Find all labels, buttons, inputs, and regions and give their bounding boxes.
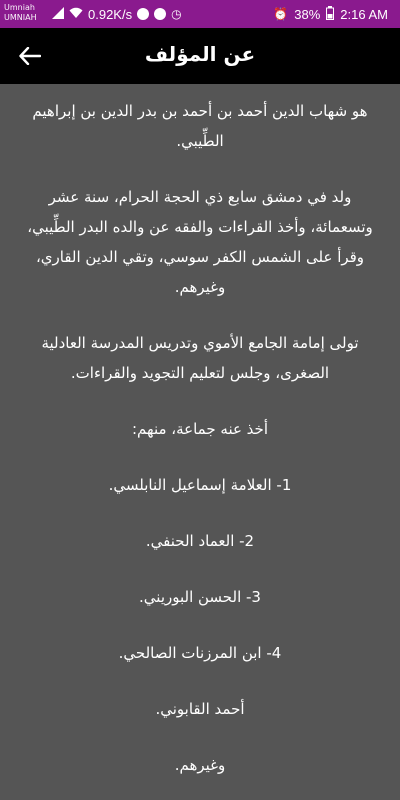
status-left	[52, 6, 182, 22]
battery-percent: 38%	[294, 6, 321, 22]
facebook-icon	[154, 8, 166, 20]
status-time: 2:16 AM	[340, 6, 388, 22]
bio-paragraph-name: هو شهاب الدين أحمد بن أحمد بن بدر الدين بن إبراهيم الطِّيبي.	[32, 102, 368, 150]
bio-closing: وغيرهم.	[174, 756, 226, 774]
alarm-icon: ◷	[171, 7, 182, 21]
student-item: 2- العماد الحنفي.	[145, 532, 255, 550]
student-item: 4- ابن المرزنات الصالحي.	[118, 644, 282, 662]
app-bar	[0, 28, 400, 84]
carrier-line-2: UMNIAH	[4, 13, 37, 22]
student-item: 3- الحسن البوريني.	[139, 588, 261, 606]
carrier-line-1: Umniah	[4, 3, 35, 12]
messenger-icon	[137, 8, 149, 20]
carrier-label	[4, 3, 37, 23]
student-item: 1- العلامة إسماعيل النابلسي.	[108, 476, 292, 494]
student-item: أحمد القابوني.	[155, 700, 245, 718]
bio-paragraph-birth: ولد في دمشق سابع ذي الحجة الحرام، سنة عشر وتسعمائة، وأخذ القراءات والفقه عن والده البدر الطِّيبي، وقرأ على الشمس الكفر سوسي، وتقي الدين القاري، وغيرهم.	[27, 188, 373, 296]
battery-icon	[326, 6, 334, 23]
students-heading: أخذ عنه جماعة، منهم:	[132, 420, 268, 438]
wifi-icon	[69, 7, 83, 22]
status-bar	[0, 0, 400, 28]
signal-icon	[52, 7, 64, 22]
bio-paragraph-positions: تولى إمامة الجامع الأموي وتدريس المدرسة العادلية الصغرى، وجلس لتعليم التجويد والقراءات.	[41, 334, 359, 382]
network-speed: 0.92K/s	[88, 6, 133, 22]
alarm-clock-icon: ⏰	[273, 7, 289, 21]
page-title: عن المؤلف	[144, 42, 256, 66]
author-bio	[0, 96, 400, 800]
status-right	[273, 6, 388, 22]
